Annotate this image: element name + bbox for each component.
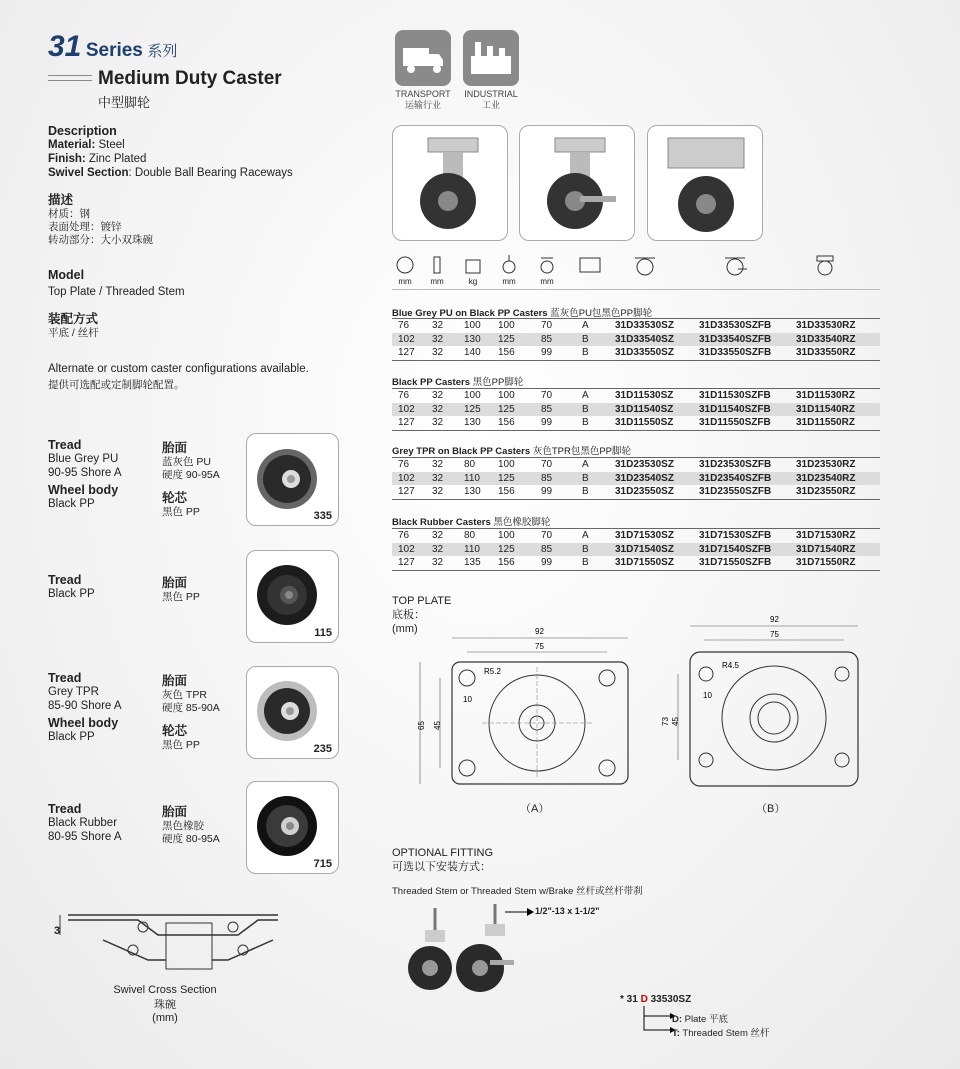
table-cell: 110 [464, 543, 480, 555]
swivel-radius-icon [534, 255, 560, 286]
cross-section-caption [100, 984, 230, 1024]
wheel-info-115 [48, 573, 95, 601]
body-value: Black PP [48, 731, 95, 743]
table-cell: 100 [498, 459, 515, 470]
tread-zh-hardness: 硬度 80-95A [162, 833, 220, 845]
table-cell: B [582, 417, 589, 429]
spec-table-tpr [392, 457, 880, 500]
table-cell: 31D11530SZFB [699, 390, 771, 401]
table-cell: 31D33550SZFB [699, 347, 772, 359]
table-cell: 99 [541, 557, 553, 569]
table-cell: 31D33530RZ [796, 320, 856, 331]
tread-zh-label: 胎面 [162, 441, 188, 455]
fitting-heading [392, 846, 493, 874]
table-cell: 31D11550RZ [796, 417, 855, 429]
dim-a-inner: 75 [535, 642, 544, 651]
industrial-icon [463, 30, 519, 86]
top-plate-zh: 底板： [392, 609, 425, 621]
table-cell: 125 [498, 333, 515, 345]
table-cell: 80 [464, 530, 476, 541]
table-cell: A [582, 530, 589, 541]
tread-value: Black PP [48, 588, 95, 600]
description-heading: Description [48, 124, 117, 138]
table-cell: 100 [498, 320, 515, 331]
table-cell: 31D71550SZFB [699, 557, 772, 569]
table-cell: 156 [498, 417, 515, 429]
table-cell: 70 [541, 530, 553, 541]
table-cell: 85 [541, 403, 553, 415]
custom-note: Alternate or custom caster configurations available. [48, 363, 309, 375]
table-cell: 31D11530RZ [796, 390, 855, 401]
table-cell: 99 [541, 347, 553, 359]
dim-a-radius: R5.2 [484, 667, 501, 676]
table-cell: B [582, 486, 589, 498]
swivel-line: Swivel Section: Double Ball Bearing Raceways [48, 167, 293, 179]
table-cell: 32 [432, 333, 444, 345]
body-label: Wheel body [48, 716, 119, 730]
table-cell: 32 [432, 347, 444, 359]
table-cell: B [582, 347, 589, 359]
table-cell: 31D11540RZ [796, 403, 855, 415]
wheel-info-715-zh [162, 802, 220, 846]
table-cell: 32 [432, 486, 444, 498]
table-cell: 31D33540SZ [615, 333, 674, 345]
table-cell: 125 [498, 543, 515, 555]
table-cell: 32 [432, 557, 444, 569]
dim-b-inner-height: 45 [671, 717, 680, 726]
dim-b-height: 73 [661, 717, 670, 726]
table-cell: 32 [432, 390, 444, 401]
table-cell: 127 [398, 557, 415, 569]
tread-hardness: 85-90 Shore A [48, 700, 122, 712]
table-cell: 31D23530RZ [796, 459, 856, 470]
table-cell: 135 [464, 557, 481, 569]
tread-zh-hardness: 硬度 90-95A [162, 469, 220, 481]
table-cell: 31D33550SZ [615, 347, 674, 359]
table-cell: 100 [498, 530, 515, 541]
table-cell: A [582, 320, 589, 331]
table-cell: 130 [464, 417, 481, 429]
table-title-pp: Black PP Casters 黑色PP脚轮 [392, 377, 524, 388]
wheel-code: 335 [313, 510, 332, 522]
table-row [392, 485, 880, 499]
transport-icon [395, 30, 451, 86]
description-zh-heading: 描述 [48, 193, 74, 207]
fitting-zh: 可选以下安装方式： [392, 861, 491, 873]
table-row [392, 319, 880, 333]
table-cell: B [582, 333, 589, 345]
spec-symbol-row [392, 255, 880, 290]
wheel-info-235-zh [162, 671, 220, 752]
table-cell: 31D71540SZ [615, 543, 674, 555]
table-cell: 32 [432, 320, 444, 331]
table-cell: 31D71530SZ [615, 530, 674, 541]
table-cell: 100 [464, 320, 481, 331]
table-cell: 100 [464, 390, 481, 401]
symbol-unit: mm [502, 277, 516, 286]
table-cell: 31D23550SZ [615, 486, 674, 498]
table-cell: 31D33530SZ [615, 320, 674, 331]
custom-note-zh: 提供可选配或定制脚轮配置。 [48, 379, 185, 391]
table-cell: 127 [398, 486, 415, 498]
table-cell: 32 [432, 543, 444, 555]
body-label: Wheel body [48, 483, 119, 497]
dim-a-inner-height: 45 [433, 721, 442, 730]
table-cell: 31D23550RZ [796, 486, 856, 498]
fitting-description: Threaded Stem or Threaded Stem w/Brake 丝杆或丝杆带刹 [392, 886, 643, 897]
spec-table-pu [392, 318, 880, 361]
spec-table-rubber [392, 528, 880, 571]
code-t-line: T: Threaded Stem 丝杆 [672, 1028, 770, 1039]
symbol-unit: kg [468, 277, 478, 286]
spec-table-pp [392, 388, 880, 431]
industrial-caption: INDUSTRIAL 工业 [464, 89, 518, 110]
series-zh: 系列 [147, 43, 178, 60]
overall-height-icon [496, 255, 522, 286]
table-cell: B [582, 403, 589, 415]
tread-zh-value: 灰色 TPR [162, 689, 207, 701]
table-row [392, 346, 880, 360]
table-cell: 31D33540SZFB [699, 333, 772, 345]
wheel-code: 115 [314, 627, 332, 639]
series-word: Series [85, 40, 143, 61]
table-cell: 31D71530RZ [796, 530, 856, 541]
dim-a-hole: 10 [463, 695, 472, 704]
wheel-diameter-icon [392, 255, 418, 286]
plate-a-label: （A） [520, 803, 550, 815]
symbol-unit: mm [540, 277, 554, 286]
table-cell: B [582, 472, 589, 484]
table-cell: 70 [541, 390, 553, 401]
dim-b-hole: 10 [703, 691, 712, 700]
cross-section-label: Swivel Cross Section [113, 984, 217, 996]
tread-value: Grey TPR [48, 686, 99, 698]
cross-section-zh: 珠碗 [154, 999, 176, 1011]
table-cell: 32 [432, 417, 444, 429]
table-title-rubber: Black Rubber Casters 黑色橡胶脚轮 [392, 517, 551, 528]
series-number: 31 [48, 30, 82, 63]
table-cell: 31D71550SZ [615, 557, 674, 569]
table-cell: 130 [464, 333, 481, 345]
table-cell: 31D11550SZFB [699, 417, 771, 429]
body-value: Black PP [48, 498, 95, 510]
tread-zh-label: 胎面 [162, 576, 188, 590]
table-cell: 31D33550RZ [796, 347, 856, 359]
transport-caption: TRANSPORT 运输行业 [395, 89, 451, 110]
table-cell: 76 [398, 530, 410, 541]
wheel-info-115-zh [162, 573, 200, 604]
title-rule [48, 75, 92, 81]
body-zh-value: 黑色 PP [162, 739, 200, 751]
table-cell: 76 [398, 390, 410, 401]
table-cell: 125 [498, 472, 515, 484]
table-cell: 32 [432, 530, 444, 541]
table-row [392, 529, 880, 543]
table-cell: 76 [398, 459, 410, 470]
table-title-tpr: Grey TPR on Black PP Casters 灰色TPR包黑色PP脚轮 [392, 446, 631, 457]
dim-a-width: 92 [535, 627, 544, 636]
tread-label: Tread [48, 573, 82, 587]
body-zh-value: 黑色 PP [162, 506, 200, 518]
table-cell: 102 [398, 333, 415, 345]
symbol-unit: mm [430, 277, 444, 286]
table-cell: 85 [541, 333, 553, 345]
cross-section-dim: 3 [54, 925, 61, 937]
tread-value: Black Rubber [48, 817, 118, 829]
table-cell: 127 [398, 417, 415, 429]
code-d-line: D: Plate 平底 [672, 1014, 728, 1025]
top-plate-unit: (mm) [392, 623, 418, 635]
model-heading: Model [48, 268, 85, 282]
page-title-zh: 中型脚轮 [98, 95, 151, 110]
table-cell: A [582, 459, 589, 470]
table-cell: 31D23540SZFB [699, 472, 772, 484]
series-heading [48, 30, 177, 64]
table-cell: 99 [541, 417, 553, 429]
tread-zh-value: 黑色 PP [162, 591, 200, 603]
table-cell: 85 [541, 472, 553, 484]
table-cell: 31D33540RZ [796, 333, 856, 345]
tread-hardness: 80-95 Shore A [48, 831, 122, 843]
table-cell: 70 [541, 459, 553, 470]
wheel-image-335 [246, 433, 339, 526]
model-code-example: * 31 D 33530SZ [620, 994, 692, 1005]
tread-hardness: 90-95 Shore A [48, 467, 122, 479]
table-cell: 32 [432, 472, 444, 484]
thread-arrow-icon [505, 906, 535, 918]
table-cell: 102 [398, 403, 415, 415]
table-cell: 156 [498, 347, 515, 359]
page-title: Medium Duty Caster [98, 68, 282, 89]
swivel-caster-icon [632, 255, 658, 279]
brake-caster-icon [722, 255, 748, 279]
tread-zh-value: 蓝灰色 PU [162, 456, 212, 468]
tread-zh-label: 胎面 [162, 805, 188, 819]
cross-section-diagram [48, 905, 288, 975]
zh-swivel: 转动部分：大小双珠碗 [48, 234, 153, 246]
fitting-title: OPTIONAL FITTING [392, 847, 494, 859]
table-cell: 32 [432, 403, 444, 415]
table-cell: 31D71540RZ [796, 543, 856, 555]
table-row [392, 416, 880, 430]
top-plate-b-drawing [660, 612, 880, 794]
table-cell: 102 [398, 543, 415, 555]
model-section [48, 268, 348, 340]
tread-label: Tread [48, 671, 82, 685]
dim-b-width: 92 [770, 615, 779, 624]
model-zh-text: 平底 / 丝杆 [48, 327, 99, 339]
tread-zh-hardness: 硬度 85-90A [162, 702, 220, 714]
model-text: Top Plate / Threaded Stem [48, 286, 185, 298]
table-cell: 31D23550SZFB [699, 486, 772, 498]
tread-zh-label: 胎面 [162, 674, 188, 688]
zh-material: 材质：钢 [48, 208, 90, 220]
wheel-info-335-zh [162, 438, 220, 519]
wheel-code: 715 [313, 858, 332, 870]
table-cell: 110 [464, 472, 480, 484]
table-row [392, 556, 880, 570]
table-cell: 156 [498, 557, 515, 569]
table-cell: 125 [464, 403, 481, 415]
table-cell: B [582, 557, 589, 569]
table-row [392, 458, 880, 472]
table-cell: 80 [464, 459, 476, 470]
wheel-image-235 [246, 666, 339, 759]
table-row [392, 472, 880, 486]
plate-b-label: （B） [756, 803, 786, 815]
tread-label: Tread [48, 802, 82, 816]
table-cell: 70 [541, 320, 553, 331]
body-zh-label: 轮芯 [162, 724, 188, 738]
rigid-caster-icon [812, 255, 838, 279]
wheel-width-icon [424, 255, 450, 286]
wheel-image-715 [246, 781, 339, 874]
table-cell: 31D11550SZ [615, 417, 674, 429]
tread-value: Blue Grey PU [48, 453, 119, 465]
description-section [48, 124, 348, 247]
table-cell: 99 [541, 486, 553, 498]
table-cell: 31D33530SZFB [699, 320, 772, 331]
table-row [392, 389, 880, 403]
table-cell: 31D23530SZFB [699, 459, 772, 470]
table-cell: 130 [464, 486, 481, 498]
table-cell: 85 [541, 543, 553, 555]
wheel-info-715 [48, 802, 122, 844]
table-cell: 100 [498, 390, 515, 401]
material-line: Material: Steel [48, 139, 125, 151]
table-cell: 31D11530SZ [615, 390, 674, 401]
thread-spec: 1/2"-13 x 1-1/2" [535, 906, 600, 916]
table-cell: 31D71530SZFB [699, 530, 772, 541]
wheel-info-235 [48, 671, 122, 744]
tread-zh-value: 黑色橡胶 [162, 820, 204, 832]
swivel-caster-photo [392, 125, 508, 241]
dim-b-radius: R4.5 [722, 661, 739, 670]
table-cell: 127 [398, 347, 415, 359]
tread-label: Tread [48, 438, 82, 452]
table-cell: 31D71550RZ [796, 557, 856, 569]
table-cell: A [582, 390, 589, 401]
table-cell: 31D23540RZ [796, 472, 856, 484]
brake-caster-photo [519, 125, 635, 241]
dim-b-inner: 75 [770, 630, 779, 639]
plate-icon [577, 255, 603, 277]
wheel-info-335 [48, 438, 122, 511]
load-capacity-icon [460, 255, 486, 286]
model-zh-heading: 装配方式 [48, 312, 99, 326]
table-row [392, 403, 880, 417]
table-cell: 76 [398, 320, 410, 331]
table-cell: 102 [398, 472, 415, 484]
wheel-code: 235 [313, 743, 332, 755]
rigid-caster-photo [647, 125, 763, 241]
body-zh-label: 轮芯 [162, 491, 188, 505]
table-cell: 31D11540SZFB [699, 403, 771, 415]
top-plate-a-drawing [410, 622, 640, 794]
table-cell: 31D23540SZ [615, 472, 674, 484]
table-cell: 140 [464, 347, 481, 359]
table-title-pu: Blue Grey PU on Black PP Casters 蓝灰色PU包黑色PP脚轮 [392, 308, 653, 319]
finish-line: Finish: Zinc Plated [48, 153, 147, 165]
wheel-image-115 [246, 550, 339, 643]
table-cell: 125 [498, 403, 515, 415]
top-plate-title: TOP PLATE [392, 595, 452, 607]
table-cell: 156 [498, 486, 515, 498]
table-cell: 31D23530SZ [615, 459, 674, 470]
table-cell: 31D11540SZ [615, 403, 674, 415]
table-cell: 32 [432, 459, 444, 470]
table-cell: B [582, 543, 589, 555]
table-row [392, 543, 880, 557]
dim-a-height: 65 [417, 721, 426, 730]
symbol-unit: mm [398, 277, 412, 286]
table-cell: 31D71540SZFB [699, 543, 772, 555]
table-row [392, 333, 880, 347]
zh-finish: 表面处理：镀锌 [48, 221, 122, 233]
cross-section-unit: (mm) [152, 1012, 178, 1024]
